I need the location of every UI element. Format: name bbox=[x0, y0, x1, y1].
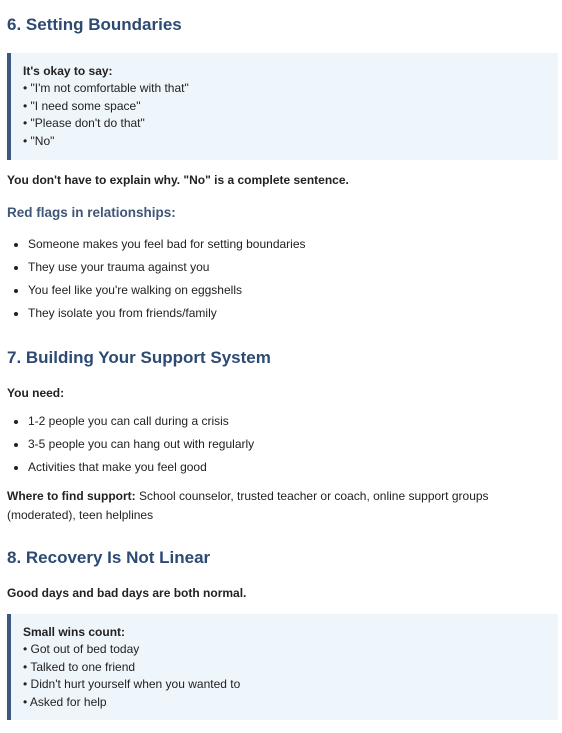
list-item: • Someone makes you feel bad for setting boundaries bbox=[28, 233, 558, 256]
callout-line: • Talked to one friend bbox=[23, 659, 136, 674]
needs-list bbox=[7, 410, 558, 479]
list-item: • You feel like you're walking on eggshells bbox=[28, 279, 558, 302]
section-heading-boundaries: 6. Setting Boundaries bbox=[7, 15, 182, 34]
where-label: Where to find support: bbox=[7, 489, 136, 503]
callout-line: • "I'm not comfortable with that" bbox=[23, 81, 189, 95]
callout-line: • "No" bbox=[23, 133, 55, 148]
subheading-red-flags: Red flags in relationships: bbox=[7, 205, 176, 220]
callout-okay-to-say bbox=[7, 53, 558, 160]
callout-title: It's okay to say: bbox=[23, 64, 113, 78]
recovery-statement: Good days and bad days are both normal. bbox=[7, 586, 247, 600]
where-text: School counselor, trusted teacher or coach, online support groups (moderated), teen helplines bbox=[7, 489, 489, 522]
callout-line: • Asked for help bbox=[23, 694, 107, 709]
section-heading-recovery: 8. Recovery Is Not Linear bbox=[7, 548, 211, 567]
callout-line: • "I need some space" bbox=[23, 98, 141, 113]
needs-label: You need: bbox=[7, 386, 65, 400]
section-heading-support: 7. Building Your Support System bbox=[7, 348, 271, 367]
list-item: • Activities that make you feel good bbox=[28, 456, 558, 479]
callout-line: • Didn't hurt yourself when you wanted to bbox=[23, 677, 241, 691]
callout-line: • Got out of bed today bbox=[23, 642, 140, 656]
list-item: • 3-5 people you can hang out with regularly bbox=[28, 433, 558, 456]
red-flags-list bbox=[7, 233, 558, 325]
callout-line: • "Please don't do that" bbox=[23, 116, 145, 130]
list-item: • 1-2 people you can call during a crisis bbox=[28, 410, 558, 433]
list-item: • They isolate you from friends/family bbox=[28, 302, 558, 325]
callout-title: Small wins count: bbox=[23, 625, 126, 639]
where-to-find-support bbox=[7, 487, 558, 525]
callout-small-wins bbox=[7, 614, 558, 720]
list-item: • They use your trauma against you bbox=[28, 256, 558, 279]
boundaries-statement: You don't have to explain why. "No" is a complete sentence. bbox=[7, 173, 349, 187]
